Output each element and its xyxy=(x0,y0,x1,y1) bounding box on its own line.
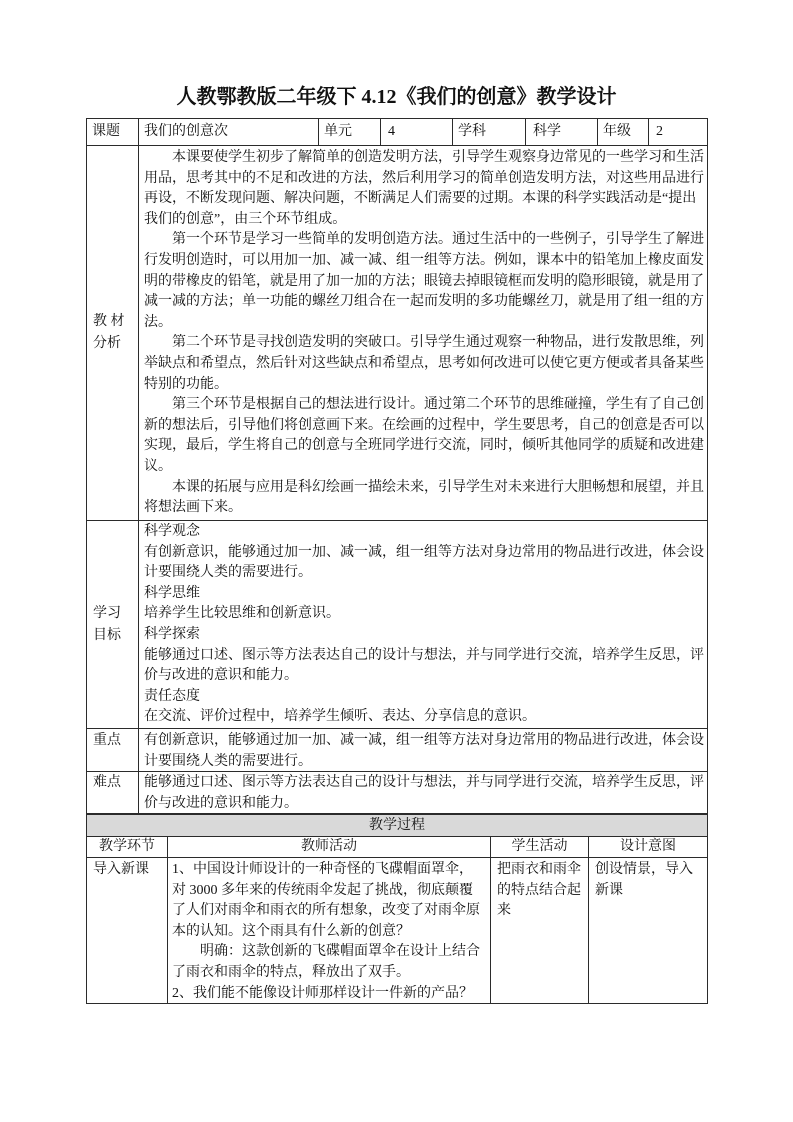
teacher-activity-line: 本的认知。这个雨具有什么新的创意？ xyxy=(172,923,410,939)
teacher-activity-line: 2、我们能不能像设计师那样设计一件新的产品？ xyxy=(172,985,473,1001)
paragraph-line: 实现，最后，学生将自己的创意与全班同学进行交流，同时，倾听其他同学的质疑和改进建 xyxy=(144,438,704,454)
document-title: 人教鄂教版二年级下 4.12《我们的创意》教学设计 xyxy=(176,86,617,108)
objectives-label-line: 目标 xyxy=(93,627,121,643)
objective-text: 在交流、评价过程中，培养学生倾听、表达、分享信息的意识。 xyxy=(144,709,536,725)
teacher-activity-line: 对 3000 多年来的传统雨伞发起了挑战，彻底颠覆 xyxy=(172,882,473,898)
grade-label: 年级 xyxy=(597,118,649,146)
paragraph-line: 第三个环节是根据自己的想法进行设计。通过第二个环节的思维碰撞，学生有了自己创 xyxy=(172,397,704,413)
objective-text: 计要围绕人类的需要进行。 xyxy=(144,565,312,581)
objective-text: 有创新意识，能够通过加一加、减一减，组一组等方法对身边常用的物品进行改进，体会设 xyxy=(144,544,704,560)
key-point-label: 重点 xyxy=(86,728,139,772)
topic-value: 我们的创意次 xyxy=(138,118,319,146)
paragraph-line: 将想法画下来。 xyxy=(144,500,242,516)
key-point-content xyxy=(138,728,708,772)
paragraph-line: 本课的拓展与应用是科幻绘画一描绘未来，引导学生对未来进行大胆畅想和展望，并且 xyxy=(172,479,704,495)
analysis-paragraph xyxy=(144,148,707,230)
design-intent-line: 新课 xyxy=(595,882,623,898)
student-activity-line: 的特点结合起 xyxy=(497,882,581,898)
column-header-stage: 教学环节 xyxy=(86,836,168,858)
subject-label: 学科 xyxy=(452,118,526,146)
paragraph-line: 议。 xyxy=(144,458,172,474)
objective-text: 能够通过口述、图示等方法表达自己的设计与想法，并与同学进行交流，培养学生反思，评 xyxy=(144,647,704,663)
teacher-activity-line: 了雨衣和雨伞的特点，释放出了双手。 xyxy=(172,964,410,980)
column-header-teacher: 教师活动 xyxy=(167,836,491,858)
difficulty-line: 能够通过口述、图示等方法表达自己的设计与想法，并与同学进行交流，培养学生反思，评 xyxy=(144,775,704,790)
key-point-line: 有创新意识，能够通过加一加、减一减，组一组等方法对身边常用的物品进行改进，体会设 xyxy=(144,733,704,748)
student-activity-cell xyxy=(490,857,589,1004)
objectives-label xyxy=(86,520,139,729)
grade-value: 2 xyxy=(648,118,708,146)
paragraph-line: 第二个环节是寻找创造发明的突破口。引导学生通过观察一种物品，进行发散思维，列 xyxy=(172,335,704,351)
objective-heading: 科学探索 xyxy=(144,626,200,642)
teacher-activity-line: 了人们对雨伞和雨衣的所有想象，改变了对雨伞原 xyxy=(172,903,480,919)
key-point-line: 计要围绕人类的需要进行。 xyxy=(144,753,312,769)
objective-text: 培养学生比较思维和创新意识。 xyxy=(144,606,340,622)
difficulty-label: 难点 xyxy=(86,771,139,814)
paragraph-line: 第一个环节是学习一些简单的发明创造方法。通过生活中的一些例子，引导学生了解进 xyxy=(172,232,704,248)
paragraph-line: 我们的创意”，由三个环节组成。 xyxy=(144,211,347,227)
paragraph-line: 明的带橡皮的铅笔，就是用了加一加的方法；眼镜去掉眼镜框而发明的隐形眼镜，就是用了 xyxy=(144,273,704,289)
paragraph-line: 法。 xyxy=(144,314,172,330)
process-stage: 导入新课 xyxy=(93,862,149,877)
objectives-label-line: 学习 xyxy=(93,605,121,621)
analysis-label-line: 分析 xyxy=(93,336,121,351)
difficulty-line: 价与改进的意识和能力。 xyxy=(144,795,298,811)
topic-label: 课题 xyxy=(86,118,139,146)
objective-text: 价与改进的意识和能力。 xyxy=(144,668,298,684)
paragraph-line: 再设，不断发现问题、解决问题，不断满足人们需要的过期。本课的科学实践活动是“提出 xyxy=(144,191,697,207)
paragraph-line: 新的想法后，引导他们将创意画下来。在绘画的过程中，学生要思考，自己的创意是否可以 xyxy=(144,417,704,433)
unit-value: 4 xyxy=(380,118,453,146)
analysis-paragraph xyxy=(144,478,707,519)
student-activity-line: 来 xyxy=(497,903,511,919)
subject-value: 科学 xyxy=(525,118,598,146)
paragraph-line: 举缺点和希望点，然后针对这些缺点和希望点，思考如何改进可以使它更方便或者具备某些 xyxy=(144,355,704,371)
analysis-content xyxy=(138,145,708,521)
unit-label: 单元 xyxy=(318,118,381,146)
paragraph-line: 行发明创造时，可以用加一加、减一减、组一组等方法。例如，课本中的铅笔加上橡皮面发 xyxy=(144,252,704,268)
process-heading: 教学过程 xyxy=(86,814,708,837)
student-activity-line: 把雨衣和雨伞 xyxy=(497,862,581,877)
objective-heading: 责任态度 xyxy=(144,688,200,704)
paragraph-line: 用品，思考其中的不足和改进的方法，然后利用学习的简单创造发明方法，对这些用品进行 xyxy=(144,170,704,186)
paragraph-line: 本课要使学生初步了解简单的创造发明方法，引导学生观察身边常见的一些学习和生活 xyxy=(172,150,704,165)
analysis-paragraph xyxy=(144,333,707,395)
teacher-activity-line: 明确：这款创新的飞碟帽面罩伞在设计上结合 xyxy=(200,944,480,960)
process-stage-cell xyxy=(86,857,168,1004)
analysis-paragraph xyxy=(144,395,707,477)
column-header-intent: 设计意图 xyxy=(588,836,708,858)
teacher-activity-line: 1、中国设计师设计的一种奇怪的飞碟帽面罩伞， xyxy=(172,862,473,877)
analysis-paragraph xyxy=(144,230,707,333)
paragraph-line: 减一减的方法；单一功能的螺丝刀组合在一起而发明的多功能螺丝刀，就是用了组一组的方 xyxy=(144,294,704,310)
analysis-label-line: 教 材 xyxy=(93,314,125,329)
objective-heading: 科学思维 xyxy=(144,585,200,601)
paragraph-line: 特别的功能。 xyxy=(144,376,228,392)
objectives-content xyxy=(138,520,708,729)
difficulty-content xyxy=(138,771,708,814)
column-header-student: 学生活动 xyxy=(490,836,589,858)
teacher-activity-cell xyxy=(167,857,491,1004)
objective-heading: 科学观念 xyxy=(144,524,200,539)
analysis-label xyxy=(86,145,139,521)
design-intent-cell xyxy=(588,857,708,1004)
design-intent-line: 创设情景，导入 xyxy=(595,862,693,877)
